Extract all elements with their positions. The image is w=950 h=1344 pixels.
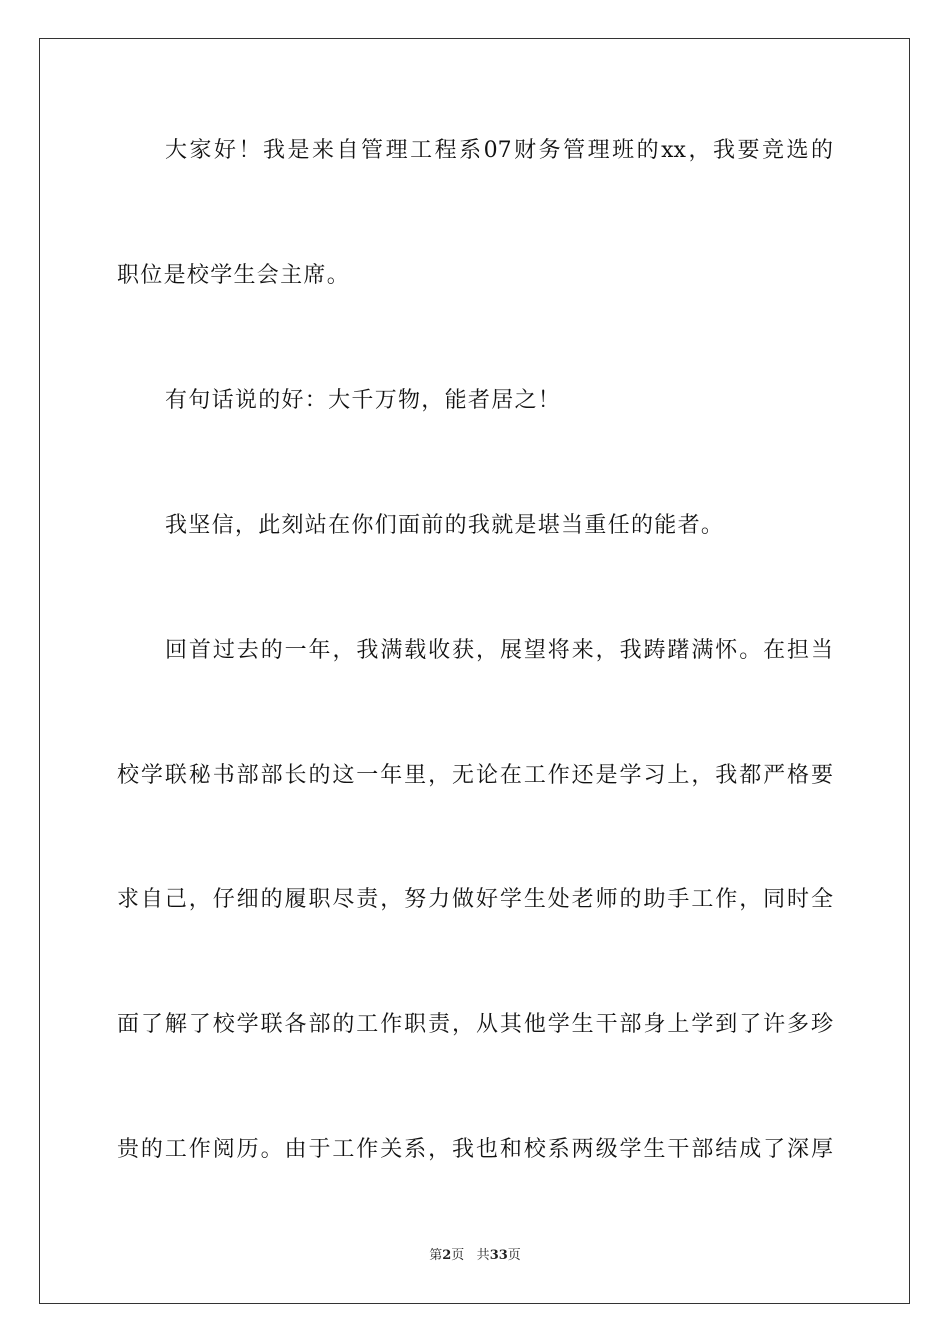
paragraph-line: 职位是校学生会主席。	[117, 263, 351, 288]
paragraph-line: 贵的工作阅历。由于工作关系，我也和校系两级学生干部结成了深厚	[117, 1137, 833, 1162]
paragraph-line: 有句话说的好：大千万物，能者居之！	[165, 388, 562, 413]
page-border	[39, 38, 910, 1304]
total-pages: 33	[489, 1248, 508, 1263]
paragraph-line: 校学联秘书部部长的这一年里，无论在工作还是学习上，我都严格要	[117, 763, 833, 788]
paragraph-line: 回首过去的一年，我满载收获，展望将来，我踌躇满怀。在担当	[165, 638, 833, 663]
page-label-prefix: 第	[429, 1248, 443, 1263]
total-label-suffix: 页	[507, 1248, 521, 1263]
paragraph-line: 求自己，仔细的履职尽责，努力做好学生处老师的助手工作，同时全	[117, 887, 833, 912]
paragraph-line: 面了解了校学联各部的工作职责，从其他学生干部身上学到了许多珍	[117, 1012, 833, 1037]
page-footer	[0, 1247, 950, 1265]
total-label-prefix: 共	[476, 1248, 490, 1263]
paragraph-line: 我坚信，此刻站在你们面前的我就是堪当重任的能者。	[165, 513, 725, 538]
page-number: 2	[442, 1248, 452, 1263]
page-label-suffix: 页	[451, 1248, 465, 1263]
paragraph-line: 大家好！我是来自管理工程系07财务管理班的xx，我要竞选的	[165, 138, 833, 163]
